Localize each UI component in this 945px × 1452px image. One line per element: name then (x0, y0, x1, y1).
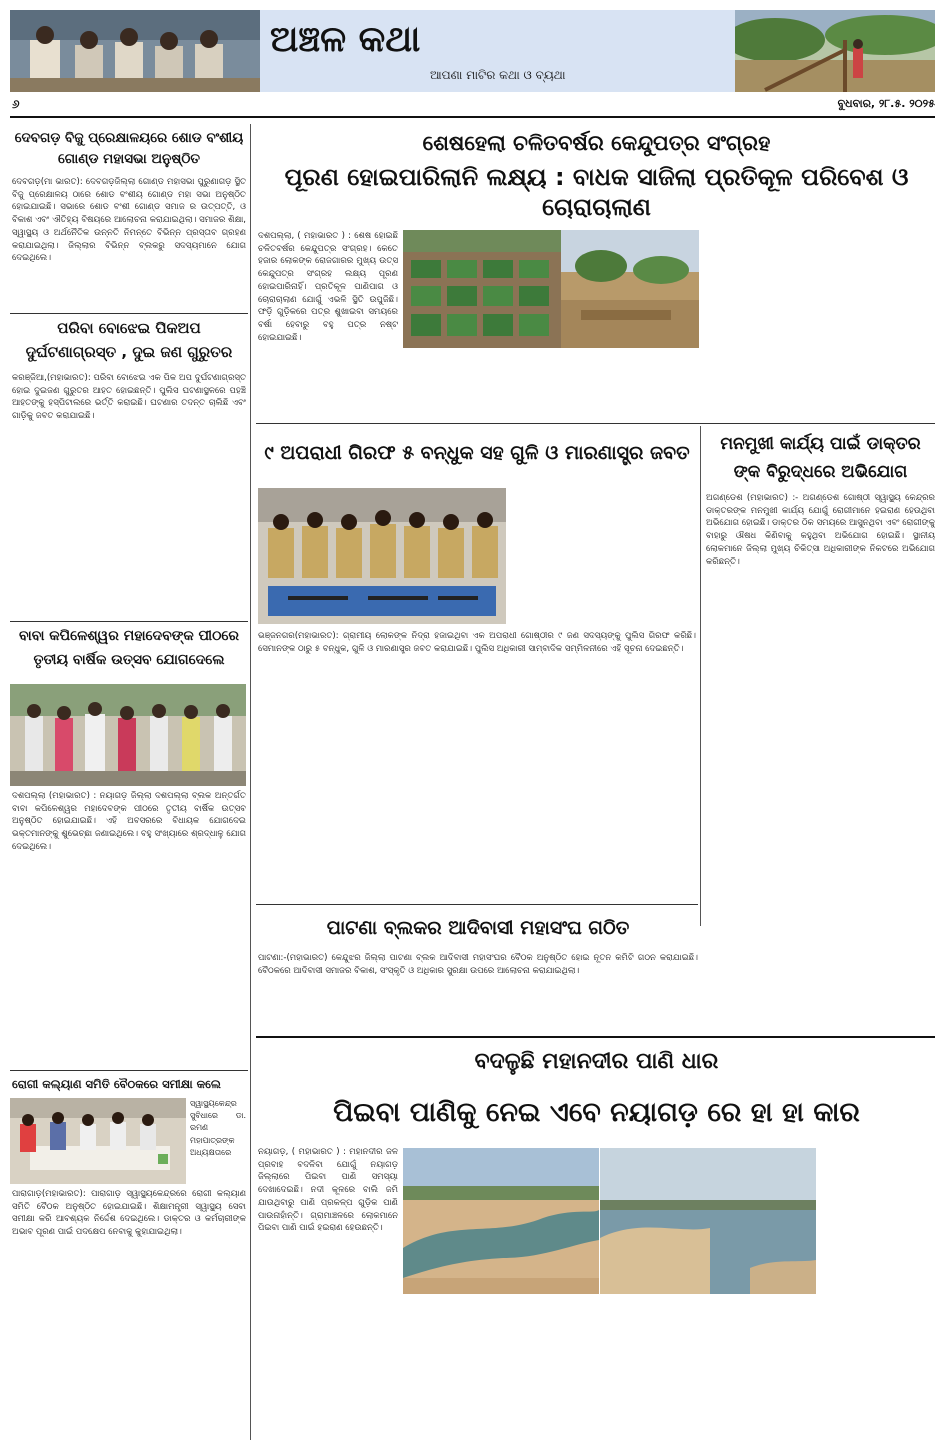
doctor-headline: ମନମୁଖୀ କାର୍ଯ୍ୟ ପାଇଁ ଡାକ୍ତର ଙ୍କ ବିରୁଦ୍ଧରେ ଅଭିଯୋଗ (720, 434, 921, 482)
deogarh-body: ଦେବଗଡ଼(ମା ଭାରତ): ଦେବଗଡ଼ଜିଲ୍ଲା ଗୋଣ୍ଡ ମହାସଭା ପୁରୁଣାଗଡ଼ ସ୍ଥିତ ବିଜୁ ପ୍ରେକ୍ଷାଳୟ ଠାରେ ଶୋଡ ବଂଶୀୟ ଗୋଣ୍ଡ ମହା ସଭା ଅନୁଷ୍ଠିତ ହୋଇଯାଇଛି। ସଭାରେ ଶୋଡ ବଂଶୀ ଗୋଣ୍ଡ ସମାଜ ର ଉତ୍ପତ୍ତି, ଓ ବିକାଶ ଏବଂ ଐତିହ୍ୟ ବିଷୟରେ ଆଲୋଚନା କରାଯାଇଥିଲା। ସମାଜର ଶିକ୍ଷା, ସ୍ୱାସ୍ଥ୍ୟ ଓ ଅର୍ଥନୈତିକ ଉନ୍ନତି ନିମନ୍ତେ ବିଭିନ୍ନ ପ୍ରସ୍ତାବ ଗ୍ରହଣ କରାଯାଇଥିଲା। ଜିଲ୍ଲାର ବିଭିନ୍ନ ବ୍ଲକରୁ ସଦସ୍ୟମାନେ ଯୋଗ ଦେଇଥିଲେ। (12, 177, 246, 264)
samiti-headline: ରୋଗୀ କଲ୍ୟାଣ ସମିତି ବୈଠକରେ ସମୀକ୍ଷା କଲେ (12, 1077, 221, 1091)
kendu-body-right (704, 230, 935, 420)
mahanadi-headline: ପିଇବା ପାଣିକୁ ନେଇ ଏବେ ନୟାଗଡ଼ ରେ ହା ହା କାର (333, 1097, 860, 1128)
accident-headline: ପରିବା ବୋଝେଇ ପିକଅପ ଦୁର୍ଘଟଣାଗ୍ରସ୍ତ , ଦୁଇ ଜଣ ଗୁରୁତର (25, 319, 233, 361)
masthead (10, 10, 935, 92)
arrest-doctor-divider (700, 426, 701, 926)
mahanadi-kicker: ବଦଳୁଛି ମହାନଦୀର ପାଣି ଧାର (474, 1049, 719, 1074)
kendu-photo-field (561, 230, 699, 348)
mahanadi-body-right (820, 1146, 935, 1292)
kendu-body-cont (403, 352, 699, 420)
deogarh-headline: ଦେବଗଡ଼ ବିଜୁ ପ୍ରେକ୍ଷାଳୟରେ ଶୋଡ ବଂଶୀୟ ଗୋଣ୍ଡ ମହାସଭା ଅନୁଷ୍ଠିତ (14, 130, 244, 167)
mahanadi-photo-river (403, 1148, 599, 1294)
mahanadi-body-bottom (258, 1298, 935, 1442)
arrest-body: ଭଞ୍ଜନଗର(ମହାଭାରତ): ଗ୍ରାମୀୟ ଲୋକଙ୍କ ନିଦ୍ରା ହଜାଇଥିବା ଏକ ଅପରାଧୀ ଗୋଷ୍ଠୀର ୯ ଜଣ ସଦସ୍ୟଙ୍କୁ ପୁଲିସ ଗିରଫ କରିଛି। ସେମାନଙ୍କ ଠାରୁ ୫ ବନ୍ଧୁକ, ଗୁଳି ଓ ମାରଣାସ୍ତ୍ର ଜବତ କରାଯାଇଛି। ପୁଲିସ ଅଧିକାରୀ ସାମ୍ବାଦିକ ସମ୍ମିଳନୀରେ ଏହି ସୂଚନା ଦେଇଛନ୍ତି। (258, 631, 696, 654)
arrest-headline: ୯ ଅପରାଧୀ ଗିରଫ ୫ ବନ୍ଧୁକ ସହ ଗୁଳି ଓ ମାରଣାସ୍ତ୍ର ଜବତ (264, 442, 690, 464)
masthead-title: ଅଞ୍ଚଳ କଥା (270, 18, 421, 60)
divider (10, 621, 248, 622)
divider (10, 313, 248, 314)
samiti-intro: ସ୍ୱାସ୍ଥ୍ୟକେନ୍ଦ୍ର ସୁବିଧାରେ ଡା. ରମଣ ମହାପାତ୍ରଙ୍କ ଅଧ୍ୟକ୍ଷତାରେ (190, 1099, 246, 1157)
kendu-headline: ପୂରଣ ହୋଇପାରିଲାନି ଲକ୍ଷ୍ୟ : ବାଧକ ସାଜିଲା ପ୍ରତିକୂଳ ପରିବେଶ ଓ ଚୋରାଚାଲାଣ (284, 163, 909, 221)
samiti-body: ପାରାଗାଡ଼(ମହାଭାରତ): ପାରାଗାଡ଼ ସ୍ୱାସ୍ଥ୍ୟକେନ୍ଦ୍ରରେ ରୋଗୀ କଲ୍ୟାଣ ସମିତି ବୈଠକ ଅନୁଷ୍ଠିତ ହୋଇଯାଇଛି। ଶିକ୍ଷାମନ୍ତ୍ରୀ ସ୍ୱାସ୍ଥ୍ୟ ସେବା ସମୀକ୍ଷା କରି ଆବଶ୍ୟକ ନିର୍ଦ୍ଦେଶ ଦେଇଥିଲେ। ଡାକ୍ତର ଓ କର୍ମଚାରୀଙ୍କ ଅଭାବ ପୂରଣ ପାଇଁ ପଦକ୍ଷେପ ନେବାକୁ କୁହାଯାଇଥିଲା। (12, 1189, 246, 1238)
patna-body: ପାଟଣା:-(ମହାଭାରତ) କେନ୍ଦୁଝର ଜିଲ୍ଲା ପାଟଣା ବ୍ଲକ ଆଦିବାସୀ ମହାସଂଘର ବୈଠକ ଅନୁଷ୍ଠିତ ହୋଇ ନୂତନ କମିଟି ଗଠନ କରାଯାଇଛି। ବୈଠକରେ ଆଦିବାସୀ ସମାଜର ବିକାଶ, ସଂସ୍କୃତି ଓ ଅଧିକାର ସୁରକ୍ଷା ଉପରେ ଆଲୋଚନା କରାଯାଇଥିଲା। (258, 953, 698, 976)
mahanadi-body: ନୟାଗଡ଼, ( ମହାଭାରତ ) : ମହାନଦୀର ଜଳ ପ୍ରବାହ ବଦଳିବା ଯୋଗୁଁ ନୟାଗଡ଼ ଜିଲ୍ଲାରେ ପିଇବା ପାଣି ସମସ୍ୟା ଦେଖାଦେଇଛି। ନଦୀ କୂଳରେ ବାଲି ଜମି ଯାଉଥିବାରୁ ପାଣି ପ୍ରକଳ୍ପ ଗୁଡ଼ିକ ପାଣି ପାଉନାହାଁନ୍ତି। ଗ୍ରାମାଞ୍ଚଳରେ ଲୋକମାନେ ପିଇବା ପାଣି ପାଇଁ ହଇରାଣ ହେଉଛନ୍ତି। (258, 1147, 398, 1234)
divider (256, 1036, 935, 1038)
divider (256, 423, 935, 424)
page-date: ବୁଧବାର, ୨୮.୫. ୨୦୨୫ (837, 97, 935, 110)
arrest-body-right (512, 488, 696, 624)
kendu-kicker: ଶେଷହେଲା ଚଳିତବର୍ଷର କେନ୍ଦୁପତ୍ର ସଂଗ୍ରହ (422, 131, 771, 155)
masthead-tagline: ଆପଣା ମାଟିର କଥା ଓ ବ୍ୟଥା (430, 68, 566, 82)
doctor-body: ଅଗଣ୍ଡେଶ (ମହାଭାରତ) :- ଅଗଣ୍ଡେଶ ଗୋଷ୍ଠୀ ସ୍ୱାସ୍ଥ୍ୟ କେନ୍ଦ୍ରର ଡାକ୍ତରଙ୍କ ମନମୁଖୀ କାର୍ଯ୍ୟ ଯୋଗୁଁ ରୋଗୀମାନେ ହଇରାଣ ହେଉଥିବା ଅଭିଯୋଗ ହୋଇଛି। ଡାକ୍ତର ଠିକ ସମୟରେ ଆସୁନଥିବା ଏବଂ ରୋଗୀଙ୍କୁ ବାହାରୁ ଔଷଧ କିଣିବାକୁ କହୁଥିବା ଅଭିଯୋଗ ହୋଇଛି। ସ୍ଥାନୀୟ ଲୋକମାନେ ଜିଲ୍ଲା ମୁଖ୍ୟ ଚିକିତ୍ସା ଅଧିକାରୀଙ୍କ ନିକଟରେ ଅଭିଯୋଗ କରିଛନ୍ତି। (706, 493, 935, 567)
divider (256, 904, 698, 905)
kendu-body: ଦଶପଲ୍ଲା, ( ମହାଭାରତ ) : ଶେଷ ହୋଇଛି ଚଳିତବର୍ଷର କେନ୍ଦୁପତ୍ର ସଂଗ୍ରହ। କେତେ ହଜାର ଲୋକଙ୍କ ରୋଜଗାରର ମୁଖ୍ୟ ଉତ୍ସ କେନ୍ଦୁପତ୍ର ସଂଗ୍ରହ ଲକ୍ଷ୍ୟ ପୂରଣ ହୋଇପାରିନାହିଁ। ପ୍ରତିକୂଳ ପାଣିପାଗ ଓ ଚୋରାଚାଲାଣ ଯୋଗୁଁ ଏଭଳି ସ୍ଥିତି ଉପୁଜିଛି। ଫଡ଼ି ଗୁଡ଼ିକରେ ପତ୍ର ଶୁଖାଇବା ସମୟରେ ବର୍ଷା ହେବାରୁ ବହୁ ପତ୍ର ନଷ୍ଟ ହୋଇଯାଇଛି। (258, 231, 398, 343)
patna-headline: ପାଟଣା ବ୍ଲକର ଆଦିବାସୀ ମହାସଂଘ ଗଠିତ (326, 917, 630, 939)
accident-body: କରଞ୍ଜିଆ,(ମହାଭାରତ): ପରିବା ବୋଝେଇ ଏକ ପିକ ଅପ ଦୁର୍ଘଟଣାଗ୍ରସ୍ତ ହୋଇ ଦୁଇଜଣ ଗୁରୁତର ଆହତ ହୋଇଛନ୍ତି। ପୁଲିସ ଘଟଣାସ୍ଥଳରେ ପହଞ୍ଚି ଆହତଙ୍କୁ ହସ୍ପିଟାଲରେ ଭର୍ତ୍ତି କରାଇଛି। ଘଟଣାର ତଦନ୍ତ ଚାଲିଛି ଏବଂ ଗାଡ଼ିକୁ ଜବତ କରାଯାଇଛି। (12, 373, 246, 422)
samiti-photo (10, 1098, 186, 1184)
mahanadi-photo-sand (600, 1148, 816, 1294)
kendu-photo-leaves (403, 230, 561, 348)
masthead-rule (10, 116, 935, 118)
masthead-right-photo (735, 10, 935, 92)
left-column-divider (250, 124, 251, 1440)
festival-photo (10, 684, 246, 786)
page-number: ୬ (12, 97, 20, 111)
festival-body: ଦଶପଲ୍ଲା (ମହାଭାରତ) : ନୟାଗଡ଼ ଜିଲ୍ଲା ଦଶପଲ୍ଲା ବ୍ଲକ ଅନ୍ତର୍ଗତ ବାବା କପିଳେଶ୍ୱର ମହାଦେବଙ୍କ ପୀଠରେ ତୃତୀୟ ବାର୍ଷିକ ଉତ୍ସବ ଅନୁଷ୍ଠିତ ହୋଇଯାଇଛି। ଏହି ଅବସରରେ ବିଧାୟକ ଯୋଗଦେଇ ଭକ୍ତମାନଙ୍କୁ ଶୁଭେଚ୍ଛା ଜଣାଇଥିଲେ। ବହୁ ସଂଖ୍ୟାରେ ଶ୍ରଦ୍ଧାଳୁ ଯୋଗ ଦେଇଥିଲେ। (12, 791, 246, 852)
divider (10, 1070, 248, 1071)
arrest-photo (258, 488, 506, 624)
masthead-left-photo (10, 10, 260, 92)
festival-headline: ବାବା କପିଳେଶ୍ୱର ମହାଦେବଙ୍କ ପୀଠରେ ତୃତୀୟ ବାର୍ଷିକ ଉତ୍ସବ ଯୋଗଦେଲେ (18, 628, 240, 668)
